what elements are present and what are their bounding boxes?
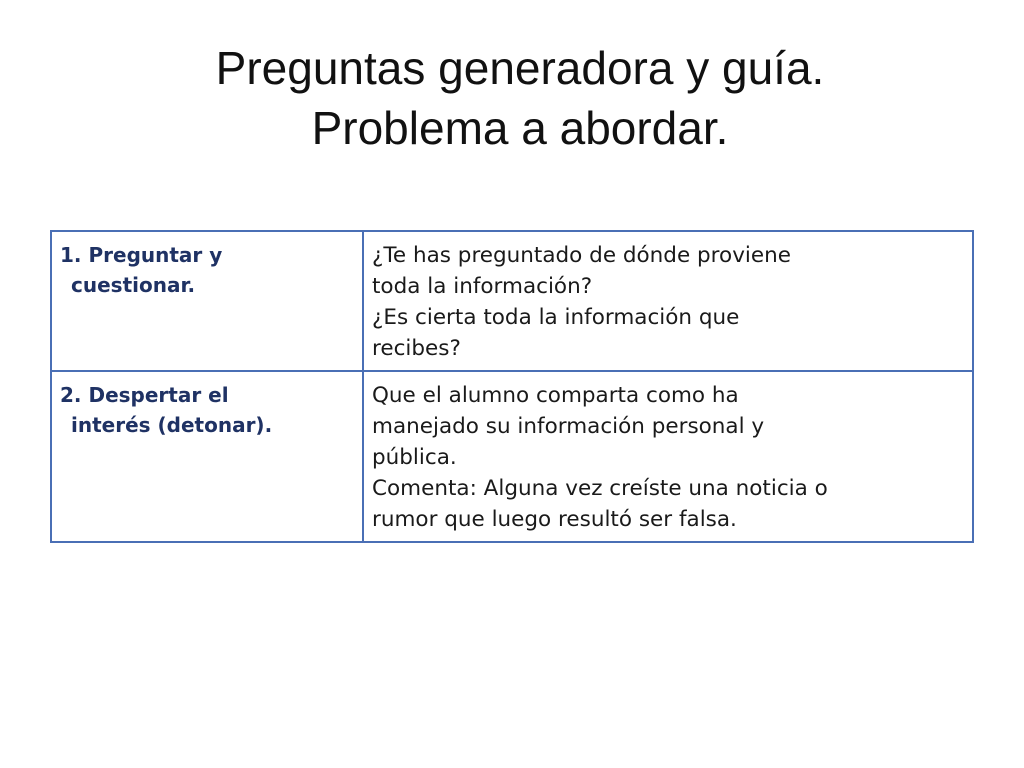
- title-line-2: Problema a abordar.: [311, 102, 729, 154]
- row-text-line: manejado su información personal y: [372, 414, 765, 439]
- row-text-line: pública.: [372, 445, 457, 470]
- row-label-cell: [51, 371, 363, 542]
- content-table: [50, 230, 974, 543]
- row-label-line: 1. Preguntar y: [60, 243, 223, 267]
- row-text-line: Que el alumno comparta como ha: [372, 383, 739, 408]
- row-text-line: ¿Es cierta toda la información que: [372, 305, 740, 330]
- row-text-cell: [363, 231, 973, 371]
- row-label-line: cuestionar.: [71, 273, 196, 297]
- row-text-cell: [363, 371, 973, 542]
- row-label-cell: [51, 231, 363, 371]
- row-text-line: recibes?: [372, 336, 461, 361]
- row-label-line: interés (detonar).: [71, 413, 273, 437]
- title-line-1: Preguntas generadora y guía.: [215, 42, 825, 94]
- table-row: [51, 231, 973, 371]
- slide-title: [100, 38, 940, 158]
- row-label-line: 2. Despertar el: [60, 383, 229, 407]
- row-text-line: Comenta: Alguna vez creíste una noticia o: [372, 476, 828, 501]
- row-text-line: rumor que luego resultó ser falsa.: [372, 507, 737, 532]
- row-text-line: ¿Te has preguntado de dónde proviene: [372, 243, 791, 268]
- row-text-line: toda la información?: [372, 274, 593, 299]
- table-row: [51, 371, 973, 542]
